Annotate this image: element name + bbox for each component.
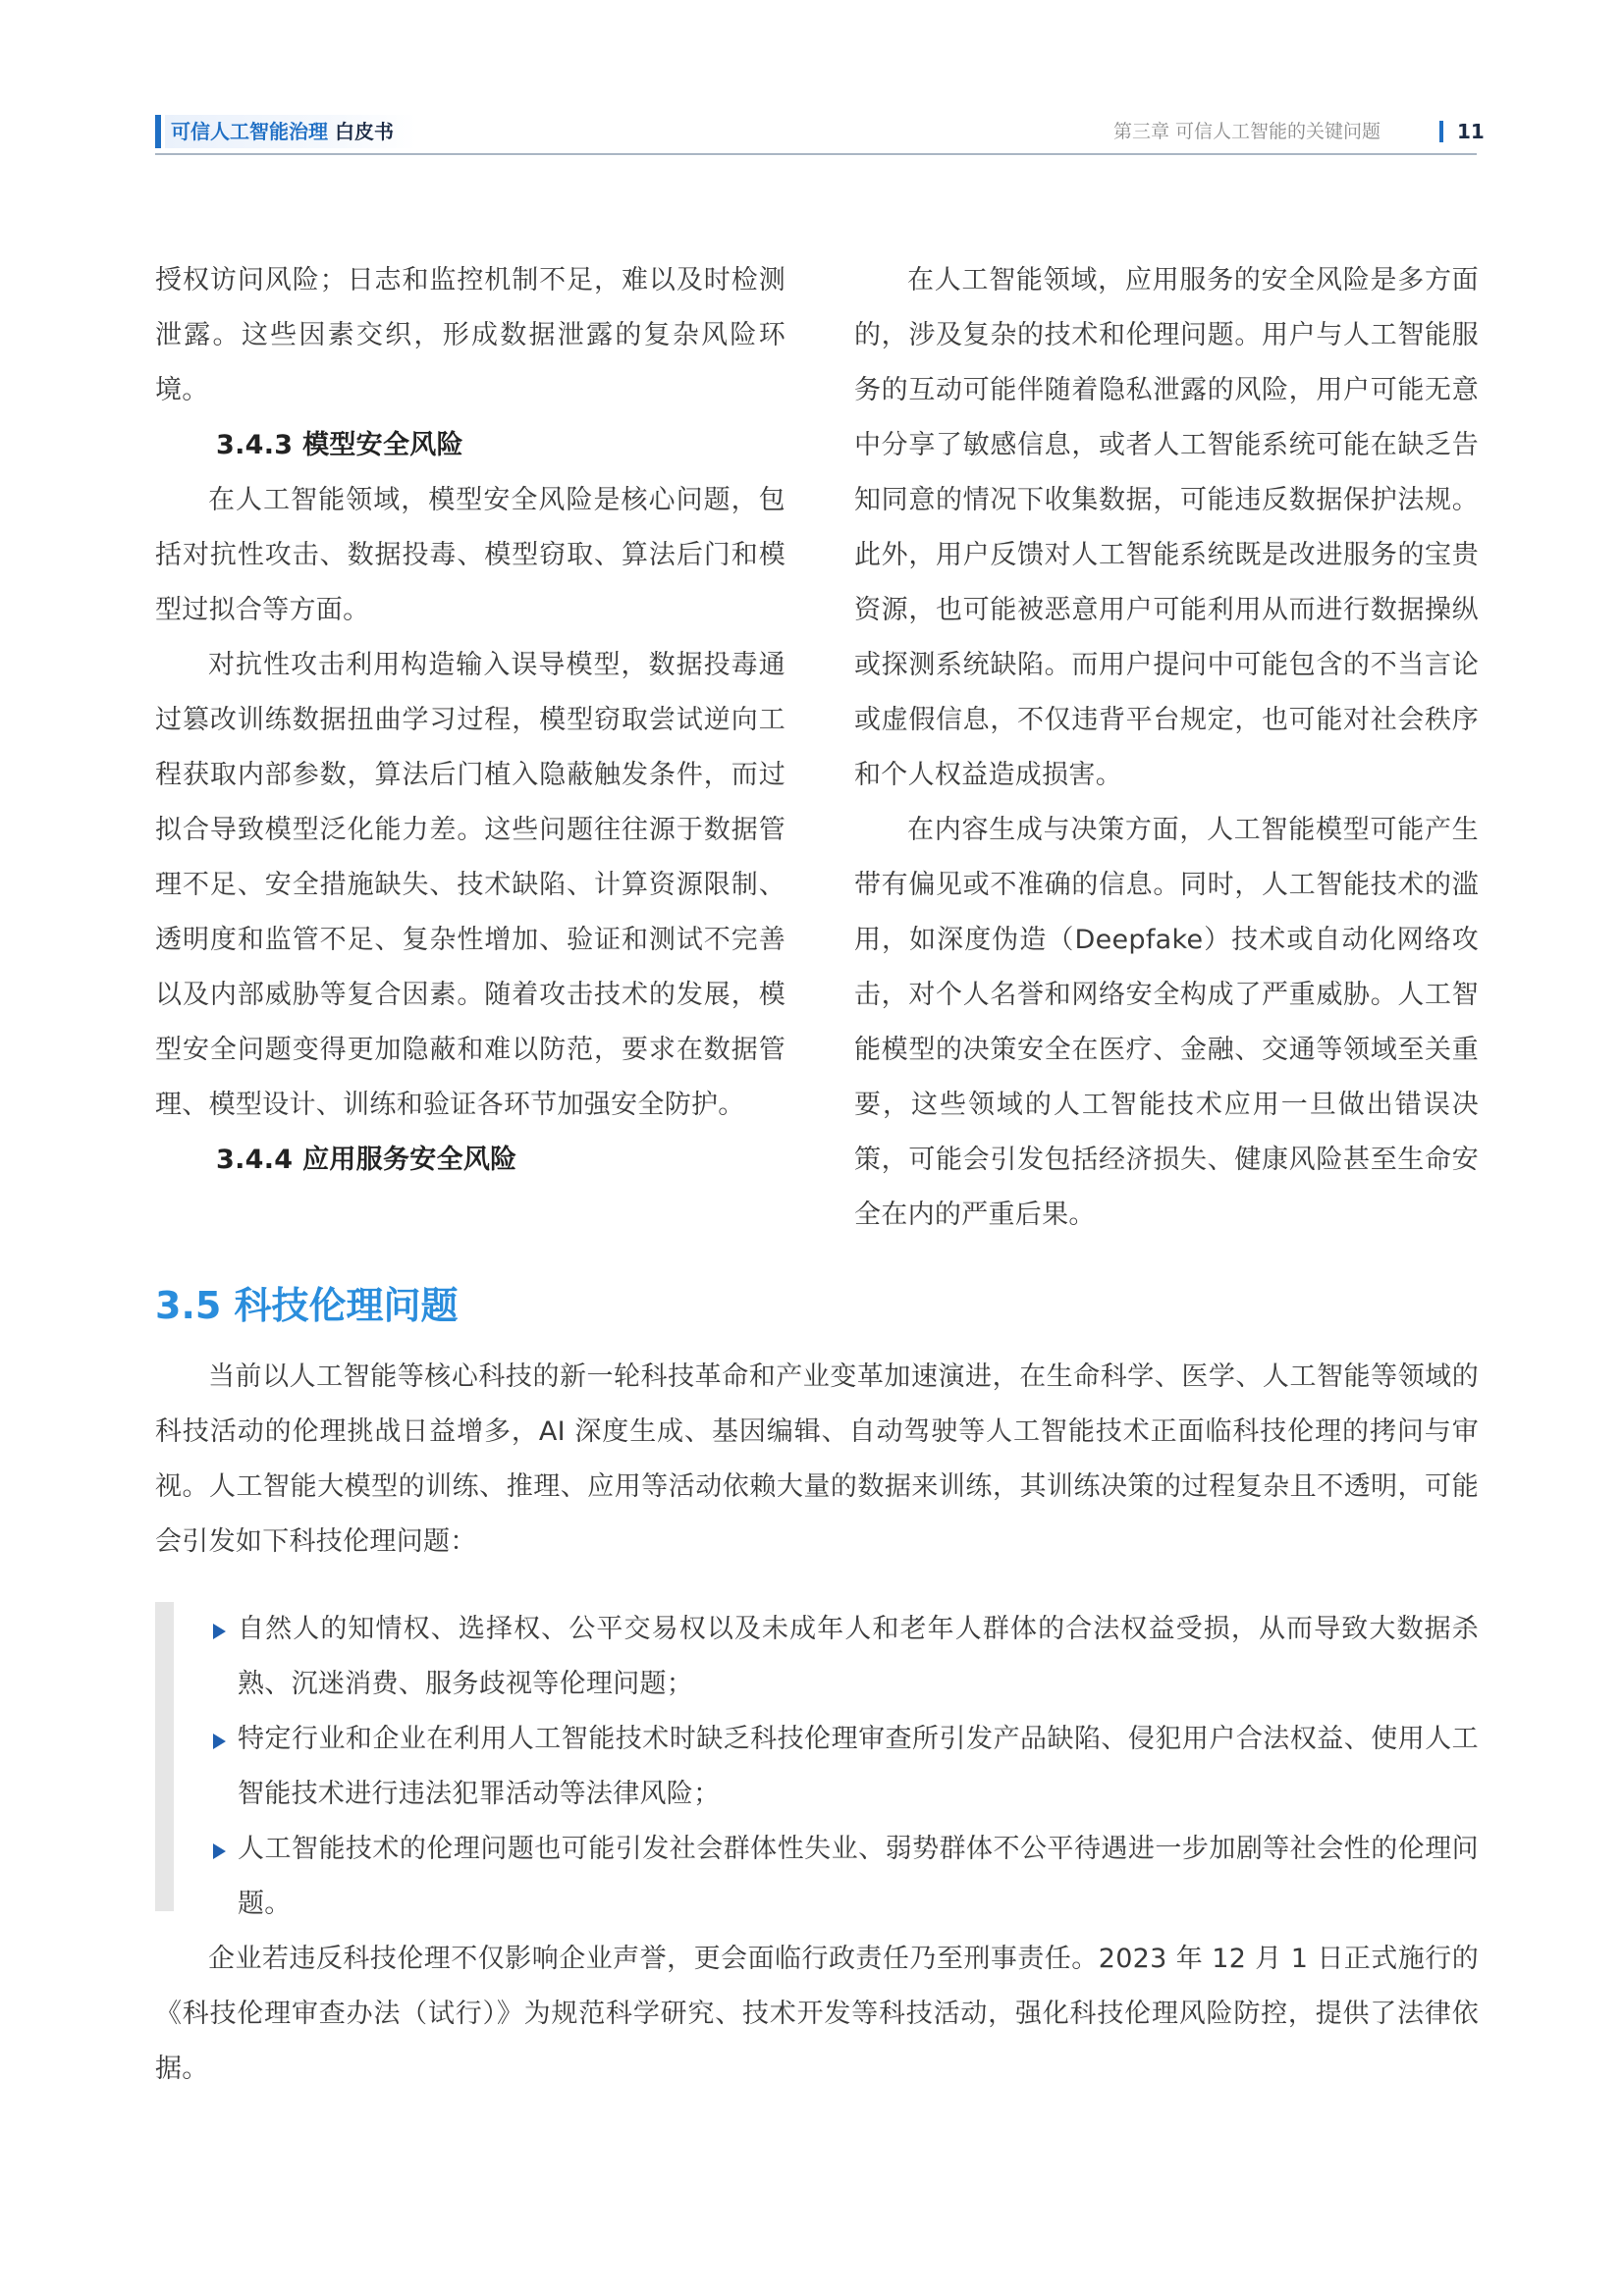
bullet-list — [238, 1602, 1479, 1932]
subsection-heading-3-4-3: 3.4.3 模型安全风险 — [216, 430, 463, 460]
section-intro — [155, 1350, 1479, 1570]
subsection-heading-3-4-4: 3.4.4 应用服务安全风险 — [216, 1145, 517, 1175]
list-side-bar — [155, 1602, 174, 1911]
ethics-issue-list — [155, 1602, 1479, 1919]
section-closing — [155, 1932, 1479, 2097]
list-item-text: 人工智能技术的伦理问题也可能引发社会群体性失业、弱势群体不公平待遇进一步加剧等社会性的伦理问题。 — [238, 1834, 1479, 1919]
paragraph: 在内容生成与决策方面，人工智能模型可能产生带有偏见或不准确的信息。同时，人工智能技术的滥用，如深度伪造（Deepfake）技术或自动化网络攻击，对个人名誉和网络安全构成了严重威胁。人工智能模型的决策安全在医疗、金融、交通等领域至关重要，这些领域的人工智能技术应用一旦做出错误决策，可能会引发包括经济损失、健康风险甚至生命安全在内的严重后果。 — [854, 815, 1479, 1230]
paragraph: 对抗性攻击利用构造输入误导模型，数据投毒通过篡改训练数据扭曲学习过程，模型窃取尝试逆向工程获取内部参数，算法后门植入隐蔽触发条件，而过拟合导致模型泛化能力差。这些问题往往源于数据管理不足、安全措施缺失、技术缺陷、计算资源限制、透明度和监管不足、复杂性增加、验证和测试不完善以及内部威胁等复合因素。随着攻击技术的发展，模型安全问题变得更加隐蔽和难以防范，要求在数据管理、模型设计、训练和验证各环节加强安全防护。 — [155, 650, 785, 1120]
section-heading-3-5: 3.5 科技伦理问题 — [155, 1284, 459, 1327]
document-title-main: 可信人工智能治理 — [171, 120, 328, 143]
list-item-text: 自然人的知情权、选择权、公平交易权以及未成年人和老年人群体的合法权益受损，从而导致大数据杀熟、沉迷消费、服务歧视等伦理问题； — [238, 1614, 1479, 1699]
triangle-bullet-icon — [213, 1734, 226, 1749]
triangle-bullet-icon — [213, 1843, 226, 1859]
paragraph: 在人工智能领域，应用服务的安全风险是多方面的，涉及复杂的技术和伦理问题。用户与人工智能服务的互动可能伴随着隐私泄露的风险，用户可能无意中分享了敏感信息，或者人工智能系统可能在缺乏告知同意的情况下收集数据，可能违反数据保护法规。此外，用户反馈对人工智能系统既是改进服务的宝贵资源，也可能被恶意用户可能利用从而进行数据操纵或探测系统缺陷。而用户提问中可能包含的不当言论或虚假信息，不仅违背平台规定，也可能对社会秩序和个人权益造成损害。 — [854, 265, 1479, 790]
paragraph: 企业若违反科技伦理不仅影响企业声誉，更会面临行政责任乃至刑事责任。2023 年 12 月 1 日正式施行的《科技伦理审查办法（试行）》为规范科学研究、技术开发等科技活动，强化科技伦理风险防控，提供了法律依据。 — [155, 1944, 1479, 2084]
page-number: 11 — [1457, 120, 1485, 143]
document-title — [165, 115, 416, 148]
list-item — [238, 1822, 1479, 1932]
document-title-suffix: 白皮书 — [334, 120, 394, 143]
header-rule — [155, 153, 1477, 155]
list-item-text: 特定行业和企业在利用人工智能技术时缺乏科技伦理审查所引发产品缺陷、侵犯用户合法权益、使用人工智能技术进行违法犯罪活动等法律风险； — [238, 1724, 1479, 1809]
triangle-bullet-icon — [213, 1624, 226, 1639]
list-item — [238, 1712, 1479, 1822]
paragraph: 在人工智能领域，模型安全风险是核心问题，包括对抗性攻击、数据投毒、模型窃取、算法后门和模型过拟合等方面。 — [155, 485, 785, 625]
list-item — [238, 1602, 1479, 1712]
chapter-title: 第三章 可信人工智能的关键问题 — [1112, 121, 1380, 142]
paragraph: 当前以人工智能等核心科技的新一轮科技革命和产业变革加速演进，在生命科学、医学、人工智能等领域的科技活动的伦理挑战日益增多，AI 深度生成、基因编辑、自动驾驶等人工智能技术正面临科技伦理的拷问与审视。人工智能大模型的训练、推理、应用等活动依赖大量的数据来训练，其训练决策的过程复杂且不透明，可能会引发如下科技伦理问题： — [155, 1362, 1479, 1557]
left-column — [155, 253, 785, 1188]
header-accent-bar — [155, 115, 161, 148]
header-separator — [1439, 121, 1443, 142]
right-column — [854, 253, 1479, 1243]
paragraph: 授权访问风险；日志和监控机制不足，难以及时检测泄露。这些因素交织，形成数据泄露的复杂风险环境。 — [155, 265, 785, 405]
